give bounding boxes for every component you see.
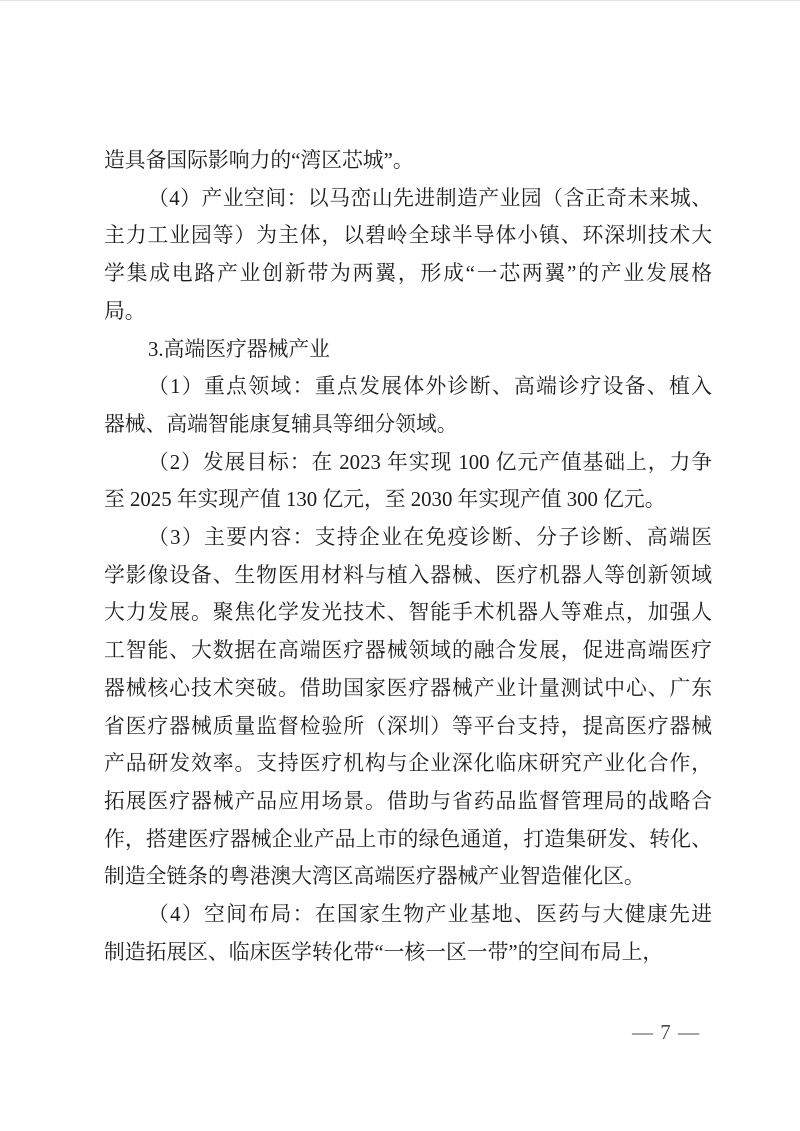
text-line: 学影像设备、生物医用材料与植入器械、医疗机器人等创新领域 — [104, 563, 712, 587]
text-line: 器械核心技术突破。借助国家医疗器械产业计量测试中心、广东 — [104, 676, 712, 700]
document-body — [104, 142, 712, 971]
text-line: （4）空间布局：在国家生物产业基地、医药与大健康先进 — [148, 903, 712, 927]
text-line: （4）产业空间：以马峦山先进制造产业园（含正奇未来城、 — [148, 186, 712, 210]
text-line: 局。 — [104, 299, 146, 323]
text-line: （2）发展目标：在 2023 年实现 100 亿元产值基础上，力争 — [148, 450, 712, 474]
text-line: 器械、高端智能康复辅具等细分领域。 — [104, 412, 458, 436]
text-line: 制造全链条的粤港澳大湾区高端医疗器械产业智造催化区。 — [104, 865, 645, 889]
text-line: 造具备国际影响力的“湾区芯城”。 — [104, 149, 414, 172]
text-line: 学集成电路产业创新带为两翼，形成“一芯两翼”的产业发展格 — [104, 262, 712, 286]
text-line: 产品研发效率。支持医疗机构与企业深化临床研究产业化合作， — [104, 752, 712, 776]
text-line: 拓展医疗器械产品应用场景。借助与省药品监督管理局的战略合 — [104, 789, 712, 813]
text-line: 作，搭建医疗器械企业产品上市的绿色通道，打造集研发、转化、 — [104, 827, 712, 851]
paragraph — [104, 142, 712, 180]
paragraph — [104, 180, 712, 331]
paragraph — [104, 331, 712, 369]
text-line: 大力发展。聚焦化学发光技术、智能手术机器人等难点，加强人 — [104, 601, 712, 625]
paragraph — [104, 368, 712, 443]
text-line: 主力工业园等）为主体，以碧岭全球半导体小镇、环深圳技术大 — [104, 224, 712, 248]
text-line: 至 2025 年实现产值 130 亿元，至 2030 年实现产值 300 亿元。 — [104, 488, 666, 512]
paragraph — [104, 444, 712, 519]
text-line: 工智能、大数据在高端医疗器械领域的融合发展，促进高端医疗 — [104, 639, 712, 663]
text-line: （1）重点领域：重点发展体外诊断、高端诊疗设备、植入 — [148, 375, 712, 399]
text-line: 制造拓展区、临床医学转化带“一核一区一带”的空间布局上， — [104, 940, 664, 964]
paragraph — [104, 896, 712, 971]
text-line: 省医疗器械质量监督检验所（深圳）等平台支持，提高医疗器械 — [104, 714, 712, 738]
page-footer — [632, 1020, 700, 1045]
text-line: 3.高端医疗器械产业 — [148, 337, 330, 361]
paragraph — [104, 519, 712, 896]
page-number: — 7 — — [632, 1020, 700, 1044]
text-line: （3）主要内容：支持企业在免疫诊断、分子诊断、高端医 — [148, 526, 712, 550]
